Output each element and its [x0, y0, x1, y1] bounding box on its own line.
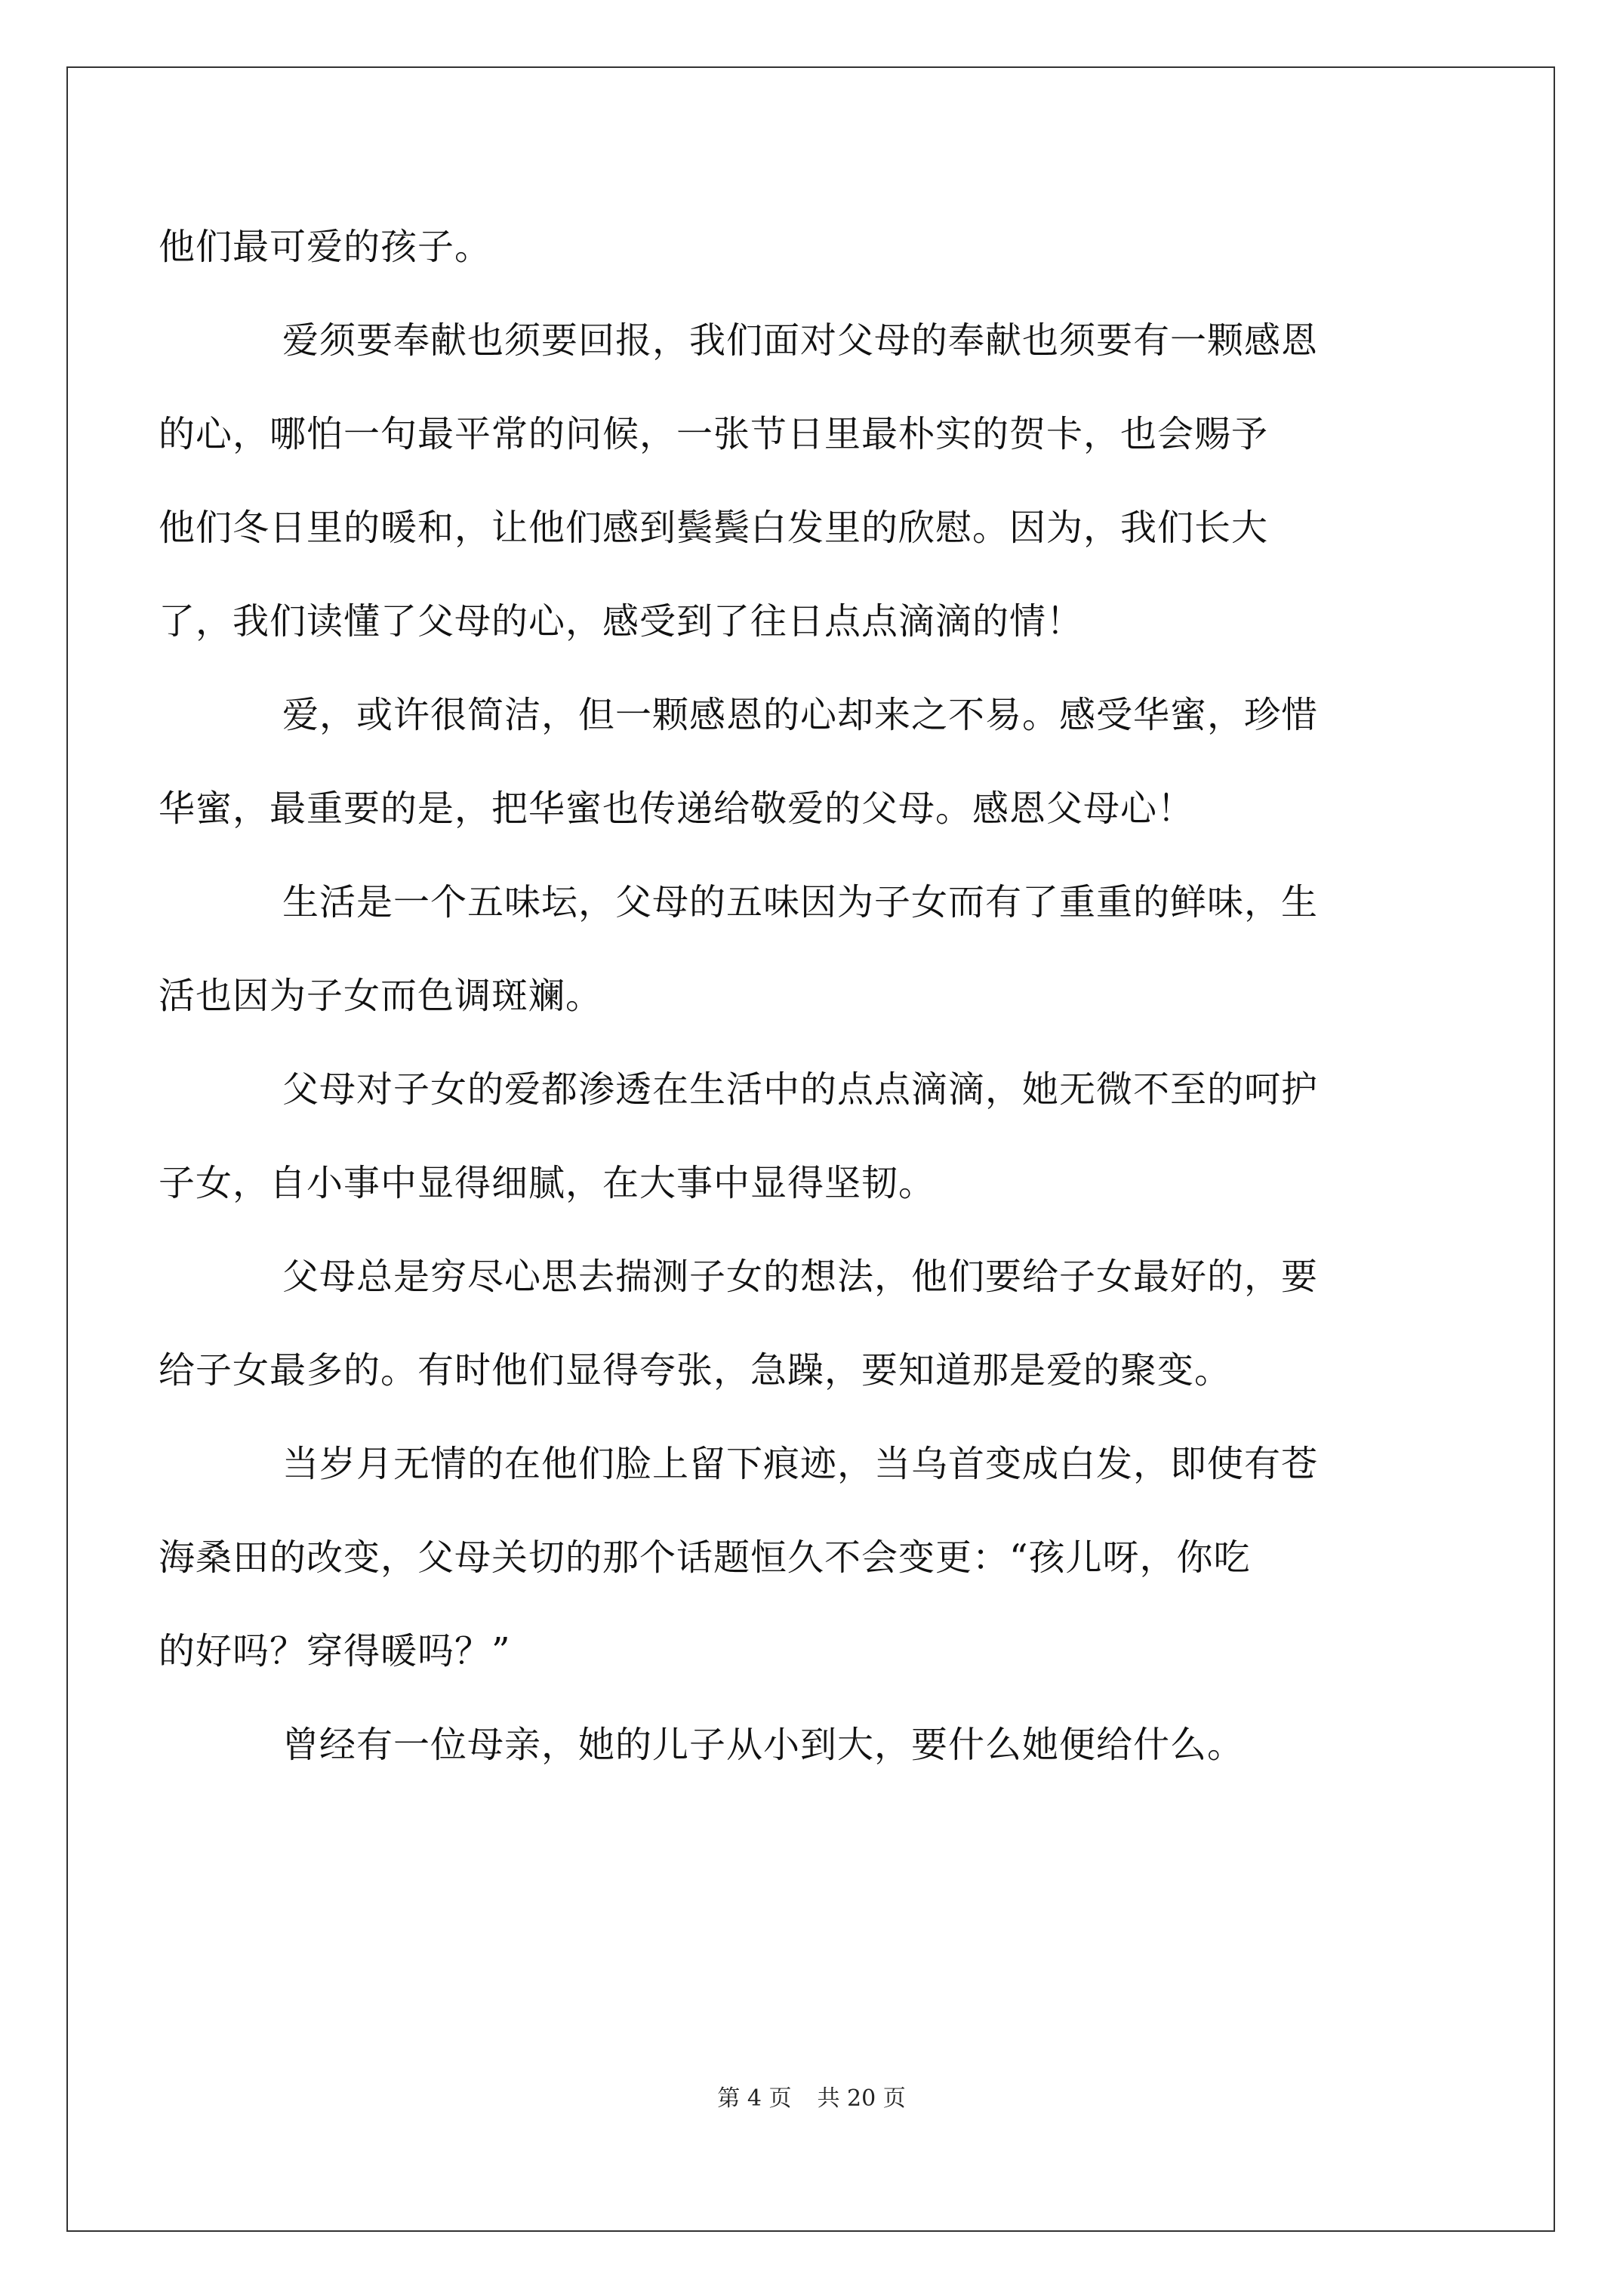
text-line: 活也因为子女而色调斑斓。	[159, 975, 603, 1017]
text-line: 他们冬日里的暖和，让他们感到鬓鬓白发里的欣慰。因为，我们长大	[159, 507, 1269, 549]
page-number: 第 4 页	[717, 2085, 792, 2112]
paragraph-start-line: 爱，或许很简洁，但一颗感恩的心却来之不易。感受华蜜，珍惜	[282, 694, 1319, 736]
text-line: 他们最可爱的孩子。	[159, 226, 492, 268]
page-footer	[0, 2084, 1623, 2114]
paragraph-start-line: 父母总是穷尽心思去揣测子女的想法，他们要给子女最好的，要	[282, 1256, 1319, 1298]
text-line: 的心，哪怕一句最平常的问候，一张节日里最朴实的贺卡，也会赐予	[159, 413, 1269, 455]
text-line: 华蜜，最重要的是，把华蜜也传递给敬爱的父母。感恩父母心！	[159, 787, 1195, 830]
document-body	[159, 200, 1421, 1792]
paragraph-start-line: 当岁月无情的在他们脸上留下痕迹，当乌首变成白发，即使有苍	[282, 1443, 1319, 1485]
text-line: 海桑田的改变，父母关切的那个话题恒久不会变更：“孩儿呀，你吃	[159, 1536, 1251, 1579]
text-line: 给子女最多的。有时他们显得夸张，急躁，要知道那是爱的聚变。	[159, 1349, 1232, 1391]
text-line: 的好吗？穿得暖吗？”	[159, 1630, 511, 1672]
paragraph-start-line: 生活是一个五味坛，父母的五味因为子女而有了重重的鲜味，生	[282, 881, 1319, 923]
text-line: 子女，自小事中显得细腻，在大事中显得坚韧。	[159, 1162, 936, 1204]
page-total: 共 20 页	[817, 2085, 906, 2112]
paragraph-start-line: 曾经有一位母亲，她的儿子从小到大，要什么她便给什么。	[282, 1724, 1245, 1766]
paragraph-start-line: 父母对子女的爱都渗透在生活中的点点滴滴，她无微不至的呵护	[282, 1068, 1319, 1111]
text-line: 了，我们读懂了父母的心，感受到了往日点点滴滴的情！	[159, 600, 1084, 643]
paragraph-start-line: 爱须要奉献也须要回报，我们面对父母的奉献也须要有一颗感恩	[282, 319, 1319, 362]
